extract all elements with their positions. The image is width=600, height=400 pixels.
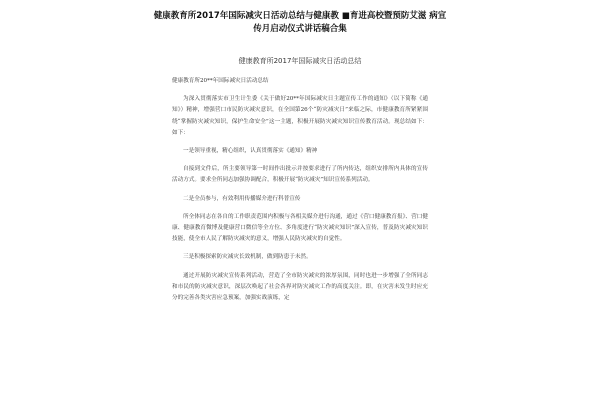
- section-heading-1: 一是领导重视，精心组织，认真贯彻落实《通知》精神: [183, 148, 318, 155]
- paragraph-intro: 为深入贯彻落实市卫生计生委《关于做好20**年国际减灾日主题宣传工作的通知》（以下简称《通知》）精神，增强营口市民防灾减灾意识，在全国第26个“防灾减灾日”来临之际，市健康教育所紧紧围绕“掌握防灾减灾知识，保护生命安全”这一主题，积极开展防灾减灾知识宣传教育活动。现总结如下：如下：: [172, 96, 428, 136]
- section-heading-2: 二是全员参与，有效利用传播媒介进行科普宣传: [183, 195, 301, 202]
- section-subtitle: 健康教育所2017年国际减灾日活动总结: [238, 57, 362, 65]
- document-body: [172, 76, 428, 311]
- paragraph-section-3: 通过开展防灾减灾宣传系列活动，营造了全市防灾减灾的浓厚氛围，同时也进一步增强了全所同志和市民的防灾减灾意识，深层次唤起了社会各界对防灾减灾工作的高度关注。即，在灾害未发生时应充分的完善各类灾害应急预案，加强实战演练，定: [172, 272, 428, 302]
- section-heading-3: 三是积极探索防灾减灾长效机制，做到防患于未然。: [183, 254, 312, 261]
- report-heading: 健康教育所20**年国际减灾日活动总结: [172, 78, 269, 84]
- document-title: 健康教育所2017年国际减灾日活动总结与健康教 ■育进高校暨预防艾滋 病宣传月启动仪式讲话稿合集: [153, 11, 447, 34]
- paragraph-section-1: 自接到文件后，所主要领导第一时间作出批示并按要求进行了所内传达，组织安排所内具体的宣传活动方式。要求全所同志加强协调配合，积极开展“防灾减灾”知识宣传系列活动。: [172, 166, 428, 184]
- paragraph-section-2: 所全体同志在各自的工作职责范围内积极与各相关媒介进行沟通，通过《营口健康教育报》、营口健康、健康教育微博及健康营口微信等全方位、多角度进行“防灾减灾知识”深入宣传，普及防灾减灾知识技能，使全市人民了解防灾减灾的意义，增强人民防灾减灾的自觉性。: [172, 213, 428, 243]
